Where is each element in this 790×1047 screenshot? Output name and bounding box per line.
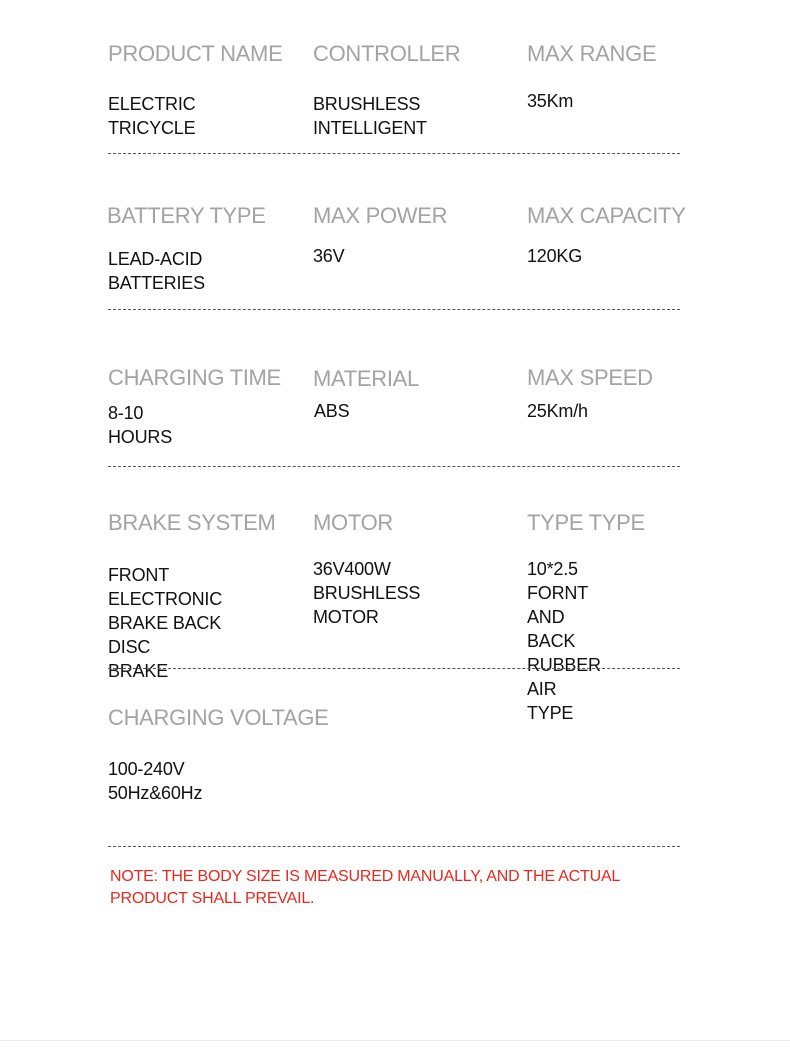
spec-value: 100-240V 50Hz&60Hz [108, 759, 203, 803]
spec-value: LEAD-ACID BATTERIES [108, 249, 205, 293]
spec-label: PRODUCT NAME [108, 41, 283, 66]
spec-label: MAX SPEED [527, 365, 653, 390]
spec-value: BRUSHLESS INTELLIGENT [313, 94, 427, 138]
spec-label: MATERIAL [313, 366, 419, 391]
spec-label: MAX CAPACITY [527, 203, 686, 228]
dashed-divider [108, 153, 680, 154]
page-bottom-divider [0, 1040, 790, 1041]
dashed-divider [108, 668, 680, 669]
spec-label: CONTROLLER [313, 41, 461, 66]
spec-label: BRAKE SYSTEM [108, 510, 276, 535]
spec-value: FRONT ELECTRONIC BRAKE BACK DISC BRAKE [108, 565, 223, 681]
spec-value: ABS [314, 401, 350, 421]
spec-label: BATTERY TYPE [107, 203, 266, 228]
spec-label: TYPE TYPE [527, 510, 645, 535]
spec-value: 120KG [527, 246, 583, 266]
spec-label: MAX POWER [313, 203, 448, 228]
spec-value: 35Km [527, 91, 574, 111]
dashed-divider [108, 466, 680, 467]
spec-label: MAX RANGE [527, 41, 657, 66]
spec-label: CHARGING VOLTAGE [108, 705, 329, 730]
disclaimer-note: NOTE: THE BODY SIZE IS MEASURED MANUALLY, AND THE ACTUAL PRODUCT SHALL PREVAIL. [110, 868, 620, 907]
spec-label: MOTOR [313, 510, 393, 535]
spec-value: 36V400W BRUSHLESS MOTOR [313, 559, 421, 627]
spec-value: 10*2.5 FORNT AND BACK RUBBER AIR TYPE [527, 559, 601, 723]
spec-value: 25Km/h [527, 401, 588, 421]
dashed-divider [108, 309, 680, 310]
spec-label: CHARGING TIME [108, 365, 281, 390]
spec-value: 8-10 HOURS [108, 403, 173, 447]
spec-value: 36V [313, 246, 345, 266]
dashed-divider [108, 846, 680, 847]
spec-value: ELECTRIC TRICYCLE [108, 94, 196, 138]
